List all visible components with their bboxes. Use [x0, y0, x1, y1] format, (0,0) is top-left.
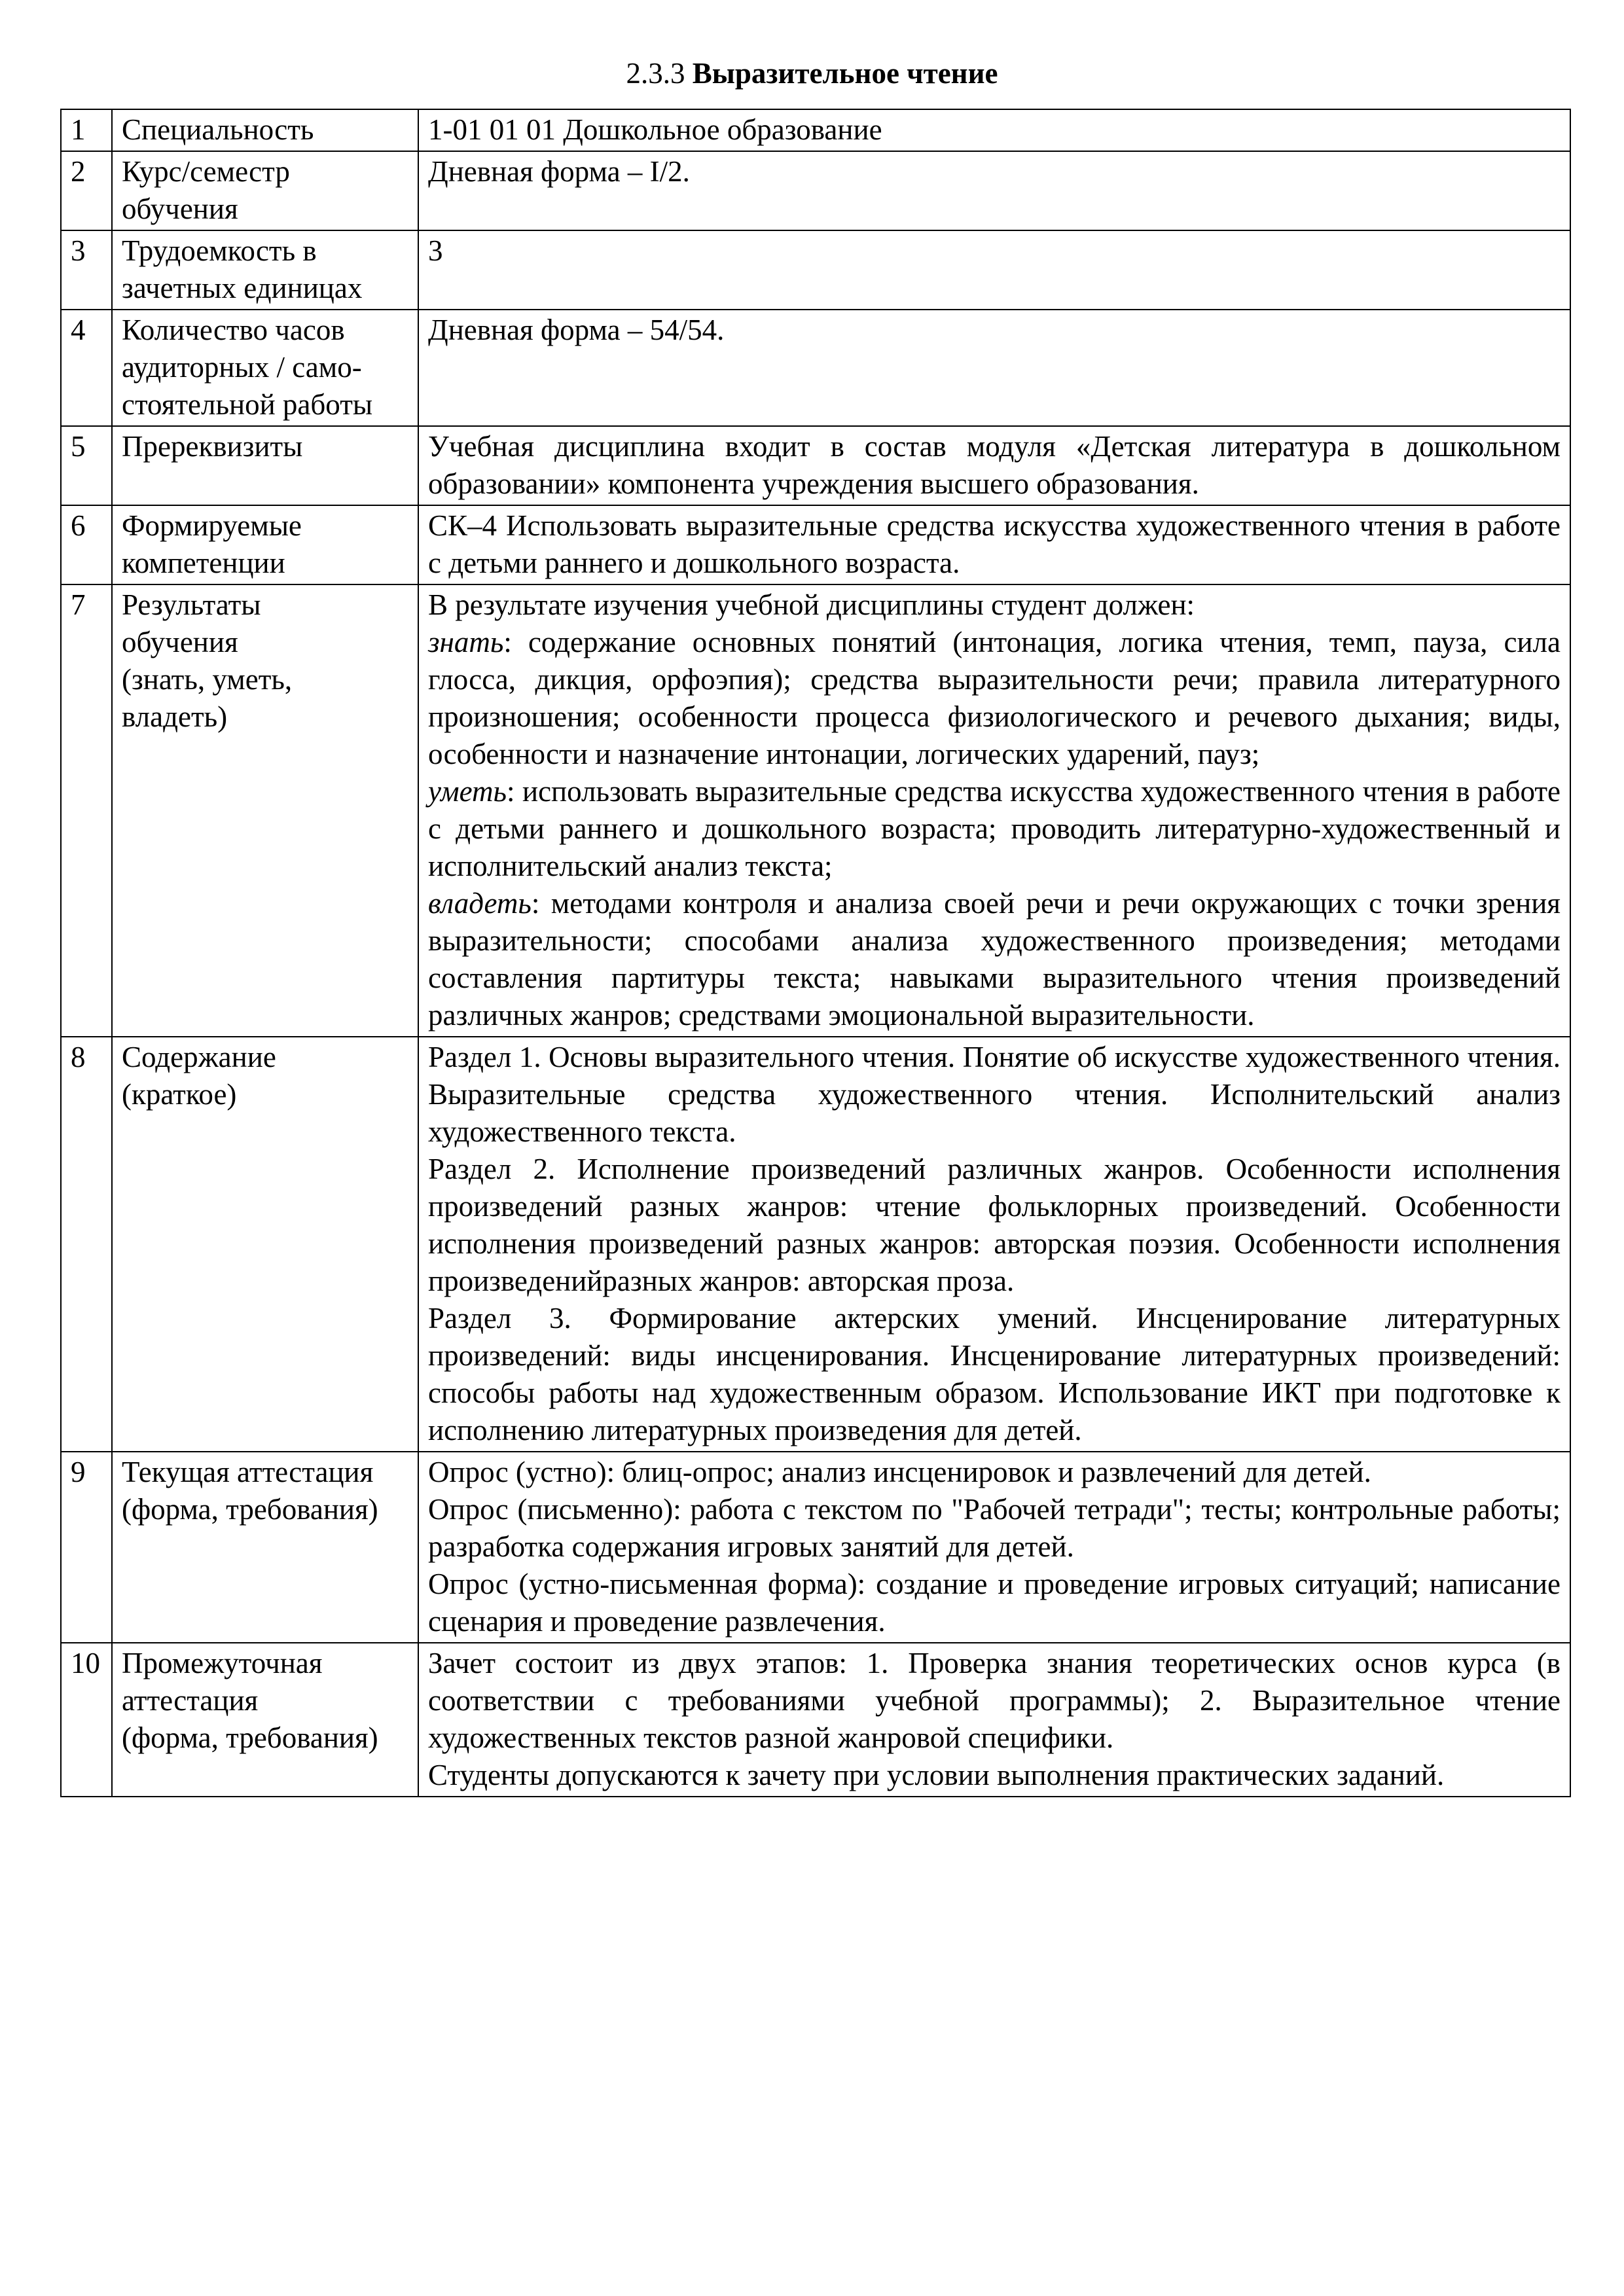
value-paragraph [428, 111, 1561, 149]
row-label [112, 426, 418, 505]
value-text: : использовать выразительные средства искусства художественного чтения в работе с детьми раннего и дошкольного возраста; проводить литературно-художественный и исполнительский анализ текста; [428, 775, 1561, 882]
row-label [112, 1037, 418, 1452]
row-number: 6 [61, 505, 112, 584]
row-label [112, 1452, 418, 1643]
value-paragraph [428, 1566, 1561, 1640]
value-paragraph [428, 586, 1561, 624]
table-row [61, 230, 1570, 310]
table-body [61, 109, 1570, 1797]
table-row [61, 505, 1570, 584]
row-label [112, 230, 418, 310]
row-label-line: Пререквизиты [122, 430, 303, 463]
row-label-line: владеть) [122, 700, 228, 733]
value-text: Раздел 1. Основы выразительного чтения. Понятие об искусстве художественного чтения. Выразительные средства художественного чтения. Исполнительский анализ художественного текста. [428, 1041, 1561, 1148]
row-label-line: стоятельной работы [122, 388, 373, 421]
row-label-line: обучения [122, 192, 238, 225]
value-paragraph [428, 1039, 1561, 1151]
row-label-line: зачетных единицах [122, 272, 363, 304]
row-label [112, 310, 418, 426]
row-number: 4 [61, 310, 112, 426]
value-text: Учебная дисциплина входит в состав модуля «Детская литература в дошкольном образовании» компонента учреждения высшего образования. [428, 430, 1561, 500]
row-number: 8 [61, 1037, 112, 1452]
row-label-line: Содержание [122, 1041, 276, 1073]
value-text: Опрос (письменно): работа с текстом по "Рабочей тетради"; тесты; контрольные работы; разработка содержания игровых занятий для детей. [428, 1493, 1561, 1563]
value-paragraph [428, 153, 1561, 190]
section-heading [0, 55, 1624, 92]
value-paragraph [428, 1300, 1561, 1449]
value-paragraph [428, 232, 1561, 270]
value-paragraph [428, 1757, 1561, 1794]
value-text: Дневная форма – 54/54. [428, 314, 725, 346]
row-value [418, 230, 1570, 310]
value-text: 1-01 01 01 Дошкольное образование [428, 113, 882, 146]
value-paragraph [428, 312, 1561, 349]
table-row [61, 1452, 1570, 1643]
table-row [61, 109, 1570, 151]
row-label-line: Количество часов [122, 314, 345, 346]
row-label-line: Трудоемкость в [122, 234, 317, 267]
table-row [61, 151, 1570, 230]
value-paragraph [428, 1645, 1561, 1757]
row-number: 10 [61, 1643, 112, 1797]
value-text: Опрос (устно): блиц-опрос; анализ инсценировок и развлечений для детей. [428, 1456, 1371, 1488]
row-label [112, 151, 418, 230]
value-text: Раздел 3. Формирование актерских умений. Инсценирование литературных произведений: виды инсценирования. Инсценирование литературных произведений: способы работы над художественным образом. Использование ИКТ при подготовке к исполнению литературных произведения для детей. [428, 1302, 1561, 1446]
value-text: СК–4 Использовать выразительные средства искусства художественного чтения в работе с детьми раннего и дошкольного возраста. [428, 509, 1561, 579]
row-value [418, 151, 1570, 230]
value-paragraph [428, 885, 1561, 1034]
value-text: : содержание основных понятий (интонация, логика чтения, темп, пауза, сила глосса, дикция, орфоэпия); средства выразительности речи; правила литературного произношения; особенности процесса физиологического и речевого дыхания; виды, особенности и назначение интонации, логических ударений, пауз; [428, 626, 1561, 770]
value-paragraph [428, 624, 1561, 773]
row-value [418, 109, 1570, 151]
value-text: В результате изучения учебной дисциплины студент должен: [428, 588, 1195, 621]
value-paragraph [428, 428, 1561, 503]
row-label-line: Специальность [122, 113, 314, 146]
table-row [61, 310, 1570, 426]
table-row [61, 1643, 1570, 1797]
row-number: 2 [61, 151, 112, 230]
row-value [418, 1037, 1570, 1452]
row-value [418, 505, 1570, 584]
row-label-line: (краткое) [122, 1078, 237, 1111]
row-label-line: (форма, требования) [122, 1493, 378, 1526]
row-number: 3 [61, 230, 112, 310]
table-row [61, 1037, 1570, 1452]
value-text: Дневная форма – I/2. [428, 155, 690, 188]
value-text: Зачет состоит из двух этапов: 1. Проверка знания теоретических основ курса (в соответствии с требованиями учебной программы); 2. Выразительное чтение художественных текстов разной жанровой специфики. [428, 1647, 1561, 1754]
row-label [112, 109, 418, 151]
row-label-line: аудиторных / само- [122, 351, 362, 384]
discipline-card-table [60, 109, 1571, 1797]
row-label-line: обучения [122, 626, 238, 658]
table-row [61, 584, 1570, 1037]
row-label-line: Результаты [122, 588, 261, 621]
row-label-line: (знать, уметь, [122, 663, 293, 696]
row-value [418, 1643, 1570, 1797]
value-keyword: уметь [428, 775, 507, 808]
row-label-line: Текущая аттестация [122, 1456, 374, 1488]
value-text: Раздел 2. Исполнение произведений различных жанров. Особенности исполнения произведений разных жанров: чтение фольклорных произведений. Особенности исполнения произведений разных жанров: авторская поэзия. Особенности исполнения произведенийразных жанров: авторская проза. [428, 1153, 1561, 1297]
row-label-line: Промежуточная [122, 1647, 323, 1679]
value-paragraph [428, 507, 1561, 582]
row-value [418, 1452, 1570, 1643]
value-text: Студенты допускаются к зачету при условии выполнения практических заданий. [428, 1759, 1445, 1791]
row-label-line: компетенции [122, 547, 285, 579]
row-value [418, 426, 1570, 505]
value-paragraph [428, 1491, 1561, 1566]
value-text: : методами контроля и анализа своей речи и речи окружающих с точки зрения выразительности; способами анализа художественного произведения; методами составления партитуры текста; навыками выразительного чтения произведений различных жанров; средствами эмоциональной выразительности. [428, 887, 1561, 1031]
row-value [418, 584, 1570, 1037]
row-label [112, 584, 418, 1037]
value-text: 3 [428, 234, 443, 267]
row-number: 7 [61, 584, 112, 1037]
row-number: 9 [61, 1452, 112, 1643]
row-value [418, 310, 1570, 426]
value-paragraph [428, 773, 1561, 885]
table-row [61, 426, 1570, 505]
row-label [112, 1643, 418, 1797]
value-keyword: знать [428, 626, 504, 658]
row-label-line: Курс/семестр [122, 155, 290, 188]
row-number: 5 [61, 426, 112, 505]
row-label-line: аттестация [122, 1684, 259, 1717]
row-label-line: Формируемые [122, 509, 302, 542]
value-paragraph [428, 1454, 1561, 1491]
section-title: Выразительное чтение [692, 57, 998, 90]
section-number: 2.3.3 [626, 57, 685, 90]
value-keyword: владеть [428, 887, 532, 920]
value-text: Опрос (устно-письменная форма): создание и проведение игровых ситуаций; написание сценария и проведение развлечения. [428, 1568, 1561, 1638]
row-label-line: (форма, требования) [122, 1721, 378, 1754]
value-paragraph [428, 1151, 1561, 1300]
row-label [112, 505, 418, 584]
row-number: 1 [61, 109, 112, 151]
